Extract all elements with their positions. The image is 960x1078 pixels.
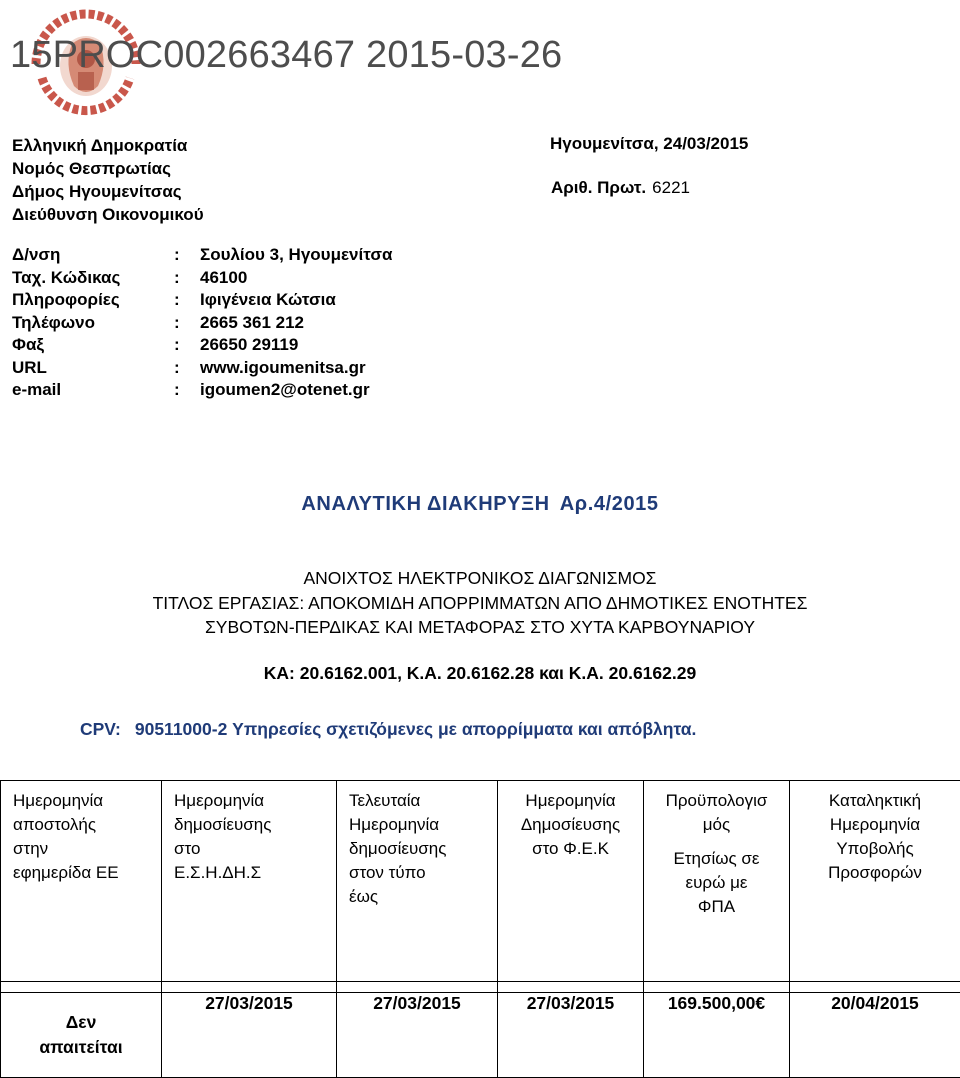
contact-label: URL	[12, 357, 174, 380]
table-header-row	[1, 781, 960, 982]
contact-separator: :	[174, 289, 200, 312]
tender-line: ΣΥΒΟΤΩΝ-ΠΕΡΔΙΚΑΣ ΚΑΙ ΜΕΤΑΦΟΡΑΣ ΣΤΟ ΧΥΤΑ ΚΑΡΒΟΥΝΑΡΙΟΥ	[0, 615, 960, 640]
contact-value: 2665 361 212	[200, 312, 304, 335]
tender-line: ΑΝΟΙΧΤΟΣ ΗΛΕΚΤΡΟΝΙΚΟΣ ΔΙΑΓΩΝΙΣΜΟΣ	[0, 566, 960, 591]
value-cell: 20/04/2015	[790, 993, 960, 1078]
document-id: 15PROC002663467 2015-03-26	[10, 34, 562, 77]
schedule-table	[0, 780, 960, 1078]
contact-value: 46100	[200, 267, 247, 290]
contact-label: e-mail	[12, 379, 174, 402]
protocol-label: Αριθ. Πρωτ.	[551, 178, 646, 197]
contact-separator: :	[174, 267, 200, 290]
contact-row	[12, 312, 392, 335]
contact-row	[12, 357, 392, 380]
contact-row	[12, 334, 392, 357]
notice-title	[0, 493, 960, 516]
contact-row	[12, 289, 392, 312]
value-cell: 27/03/2015	[162, 993, 337, 1078]
contact-label: Πληροφορίες	[12, 289, 174, 312]
tender-description	[0, 566, 960, 640]
contact-separator: :	[174, 334, 200, 357]
header-cell: Ημερομηνία δημοσίευσης στο Ε.Σ.Η.ΔΗ.Σ	[162, 781, 337, 982]
notice-title-text: ΑΝΑΛΥΤΙΚΗ ΔΙΑΚΗΡΥΞΗ	[301, 493, 549, 515]
contact-value: 26650 29119	[200, 334, 298, 357]
cpv-line	[80, 719, 696, 740]
contact-separator: :	[174, 379, 200, 402]
tender-line: ΤΙΤΛΟΣ ΕΡΓΑΣΙΑΣ: ΑΠΟΚΟΜΙΔΗ ΑΠΟΡΡΙΜΜΑΤΩΝ ΑΠΟ ΔΗΜΟΤΙΚΕΣ ΕΝΟΤΗΤΕΣ	[0, 591, 960, 616]
issuer-line: Ελληνική Δημοκρατία	[12, 134, 204, 157]
table-row	[1, 993, 960, 1078]
issuer-line: Νομός Θεσπρωτίας	[12, 157, 204, 180]
header-cell: Καταληκτική Ημερομηνία Υποβολής Προσφορών	[790, 781, 960, 982]
issuer-line: Διεύθυνση Οικονομικού	[12, 203, 204, 226]
budget-codes: ΚΑ: 20.6162.001, Κ.Α. 20.6162.28 και Κ.Α. 20.6162.29	[0, 663, 960, 684]
cpv-text: 90511000-2 Υπηρεσίες σχετιζόμενες με απορρίμματα και απόβλητα.	[135, 719, 697, 739]
value-cell: Δεν απαιτείται	[1, 993, 162, 1078]
issuer-line: Δήμος Ηγουμενίτσας	[12, 180, 204, 203]
contact-label: Δ/νση	[12, 244, 174, 267]
contact-separator: :	[174, 312, 200, 335]
value-cell: 169.500,00€	[644, 993, 790, 1078]
contact-separator: :	[174, 244, 200, 267]
place-date: Ηγουμενίτσα, 24/03/2015	[550, 134, 748, 154]
contact-label: Ταχ. Κώδικας	[12, 267, 174, 290]
cpv-label: CPV:	[80, 719, 121, 739]
contact-row	[12, 267, 392, 290]
contact-value: Ιφιγένεια Κώτσια	[200, 289, 336, 312]
header-cell: Ημερομηνία Δημοσίευσης στο Φ.Ε.Κ	[498, 781, 644, 982]
contact-label: Τηλέφωνο	[12, 312, 174, 335]
contact-row	[12, 244, 392, 267]
website-link[interactable]: www.igoumenitsa.gr	[200, 357, 366, 380]
contact-value: Σουλίου 3, Ηγουμενίτσα	[200, 244, 392, 267]
protocol-number	[551, 178, 690, 198]
table-spacer-row	[1, 982, 960, 993]
value-cell: 27/03/2015	[498, 993, 644, 1078]
header-cell: Τελευταία Ημερομηνία δημοσίευσης στον τύπο έως	[337, 781, 498, 982]
contact-separator: :	[174, 357, 200, 380]
email-link[interactable]: igoumen2@otenet.gr	[200, 379, 370, 402]
contact-label: Φαξ	[12, 334, 174, 357]
protocol-value: 6221	[652, 178, 690, 197]
contact-row	[12, 379, 392, 402]
header-cell: Ημερομηνία αποστολής στην εφημερίδα ΕΕ	[1, 781, 162, 982]
value-cell: 27/03/2015	[337, 993, 498, 1078]
header-cell: Προϋπολογισ μός Ετησίως σε ευρώ με ΦΠΑ	[644, 781, 790, 982]
contact-details	[12, 244, 392, 402]
notice-number: Αρ.4/2015	[560, 493, 659, 515]
issuer-block	[12, 134, 204, 226]
